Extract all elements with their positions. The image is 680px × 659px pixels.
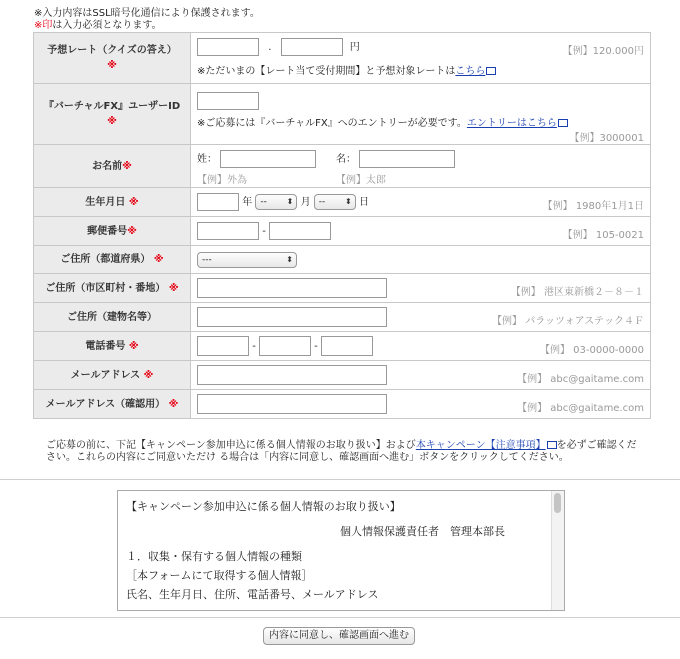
city-label: ご住所（市区町村・番地） ※: [34, 274, 191, 303]
form-notes: [34, 8, 260, 32]
tel-second-input[interactable]: [259, 336, 311, 356]
external-link-icon: [547, 441, 557, 449]
tel-example: 【例】 03-0000-0000: [539, 345, 644, 356]
privacy-section-title: １．収集・保有する個人情報の種類: [126, 550, 302, 563]
privacy-heading: 【キャンペーン参加申込に係る個人情報のお取り扱い】: [126, 500, 401, 513]
divider: [0, 617, 680, 618]
zip-separator: -: [262, 226, 266, 237]
first-name-example: 【例】太郎: [336, 175, 386, 186]
required-mark: ※: [168, 398, 179, 410]
external-link-icon: [486, 67, 496, 75]
agree-and-confirm-button[interactable]: 内容に同意し、確認画面へ進む: [263, 627, 415, 645]
zip-example: 【例】 105-0021: [562, 230, 644, 241]
tel-separator: -: [314, 341, 318, 352]
consent-text: [46, 440, 646, 464]
required-mark: ※: [128, 196, 139, 208]
email-confirm-example: 【例】 abc@gaitame.com: [517, 403, 644, 414]
campaign-notes-link[interactable]: 本キャンペーン【注意事項】: [415, 440, 546, 451]
day-label: 日: [358, 197, 369, 208]
tel-third-input[interactable]: [321, 336, 373, 356]
tel-separator: -: [252, 341, 256, 352]
birth-year-input[interactable]: [197, 193, 239, 211]
fxid-input[interactable]: [197, 92, 259, 110]
external-link-icon: [558, 119, 568, 127]
rate-example: 【例】120.000円: [562, 46, 644, 57]
select-arrow-icon: ⬍: [345, 197, 352, 206]
entry-link[interactable]: エントリーはこちら: [466, 118, 557, 129]
last-name-input[interactable]: [220, 150, 316, 168]
fxid-note: ※ご応募には『バーチャルFX』へのエントリーが必要です。: [197, 118, 467, 129]
required-mark: ※: [107, 60, 117, 71]
building-example: 【例】 パラッツォアステック４Ｆ: [492, 316, 644, 327]
select-arrow-icon: ⬍: [286, 197, 294, 206]
required-mark: ※: [107, 116, 117, 127]
required-text: は入力必須となります。: [52, 20, 162, 31]
required-mark: ※: [143, 369, 154, 381]
required-mark: ※印: [34, 20, 53, 31]
pref-label: ご住所（都道府県） ※: [34, 246, 191, 274]
zip-second-input[interactable]: [269, 222, 331, 240]
email-label: メールアドレス ※: [34, 361, 191, 390]
zip-label: 郵便番号※: [34, 217, 191, 246]
month-label: 月: [300, 197, 311, 208]
last-name-example: 【例】外為: [197, 175, 247, 186]
birth-month-select[interactable]: -- ⬍: [255, 194, 297, 210]
privacy-officer: 個人情報保護責任者 管理本部長: [340, 525, 505, 538]
email-confirm-label: メールアドレス（確認用） ※: [34, 390, 191, 419]
rate-dot: .: [268, 42, 272, 53]
consent-pre: ご応募の前に、下記【キャンペーン参加申込に係る個人情報のお取り扱い】および: [46, 440, 416, 451]
required-mark: ※: [127, 225, 137, 237]
email-input[interactable]: [197, 365, 387, 385]
privacy-item-list: 氏名、生年月日、住所、電話番号、メールアドレス: [126, 588, 379, 601]
required-mark: ※: [153, 254, 164, 265]
sei-label: 姓：: [197, 154, 217, 165]
zip-first-input[interactable]: [197, 222, 259, 240]
first-name-input[interactable]: [359, 150, 455, 168]
required-mark: ※: [128, 340, 139, 352]
divider: [0, 479, 680, 480]
fxid-label: 『バーチャルFX』ユーザーID ※: [34, 84, 191, 145]
consent-post: を必ずご確認ください。これらの内容にご同意いただけ る場合は「内容に同意し、確認画面へ進む」ボタンをクリックしてください。: [46, 440, 637, 463]
required-mark: ※: [122, 160, 132, 172]
ssl-note: ※入力内容はSSL暗号化通信により保護されます。: [34, 8, 260, 19]
entry-form: [33, 32, 651, 419]
birth-day-select[interactable]: -- ⬍: [314, 194, 356, 210]
fxid-example: 【例】3000001: [569, 133, 644, 144]
privacy-subheading: ［本フォームにて取得する個人情報］: [126, 569, 313, 582]
birth-label: 生年月日 ※: [34, 188, 191, 217]
rate-unit: 円: [349, 42, 360, 53]
required-note: [34, 20, 260, 32]
tel-label: 電話番号 ※: [34, 332, 191, 361]
select-arrow-icon: ⬍: [286, 254, 293, 264]
year-label: 年: [242, 197, 253, 208]
rate-integer-input[interactable]: [197, 38, 259, 56]
email-example: 【例】 abc@gaitame.com: [517, 374, 644, 385]
city-input[interactable]: [197, 278, 387, 298]
rate-info-link[interactable]: こちら: [455, 66, 486, 77]
rate-decimal-input[interactable]: [281, 38, 343, 56]
tel-first-input[interactable]: [197, 336, 249, 356]
privacy-policy-box[interactable]: [117, 490, 565, 611]
prefecture-select[interactable]: --- ⬍: [197, 252, 297, 268]
building-input[interactable]: [197, 307, 387, 327]
name-label: お名前※: [34, 145, 191, 188]
bldg-label: ご住所（建物名等）: [34, 303, 191, 332]
email-confirm-input[interactable]: [197, 394, 387, 414]
birth-example: 【例】 1980年1月1日: [542, 201, 644, 212]
city-example: 【例】 港区東新橋２－８－１: [510, 287, 644, 298]
rate-label: 予想レート（クイズの答え） ※: [34, 33, 191, 84]
scrollbar-thumb[interactable]: [554, 493, 561, 513]
mei-label: 名：: [336, 154, 356, 165]
required-mark: ※: [168, 282, 179, 294]
rate-note: ※ただいまの【レート当て受付期間】と予想対象レートは: [197, 66, 456, 77]
scrollbar[interactable]: [551, 491, 564, 610]
